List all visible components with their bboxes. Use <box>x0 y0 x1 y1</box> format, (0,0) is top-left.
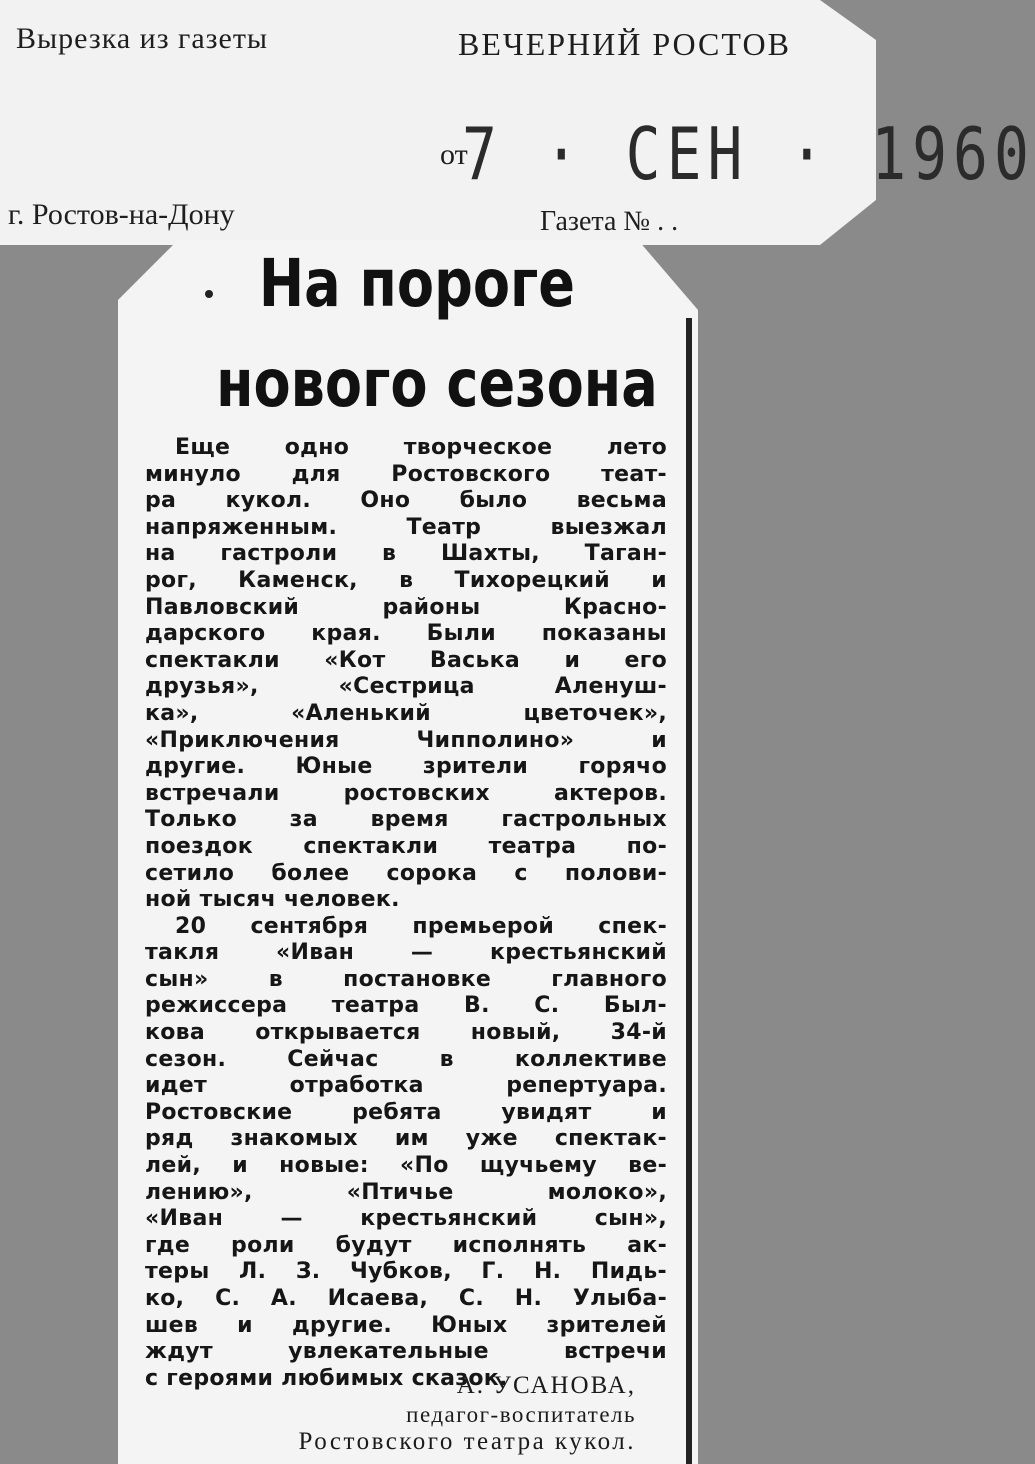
article-body-line: на гастроли в Шахты, Таган- <box>145 541 667 567</box>
article-body-line: ной тысяч человек. <box>145 887 400 913</box>
article-body-line: Еще одно творческое лето <box>175 435 667 460</box>
article-body-line: режиссера театра В. С. Был- <box>145 993 667 1019</box>
article-body <box>145 435 667 1392</box>
date-stamp: 7 · СЕН · 1960 <box>462 111 1035 197</box>
article-body-line: сын» в постановке главного <box>145 966 667 992</box>
article-body-line: друзья», «Сестрица Аленуш- <box>145 674 667 700</box>
article-body-line: поездок спектакли театра по- <box>145 833 667 859</box>
clipping-label: Вырезка из газеты <box>16 22 269 55</box>
article-body-line: «Приключения Чипполино» и <box>145 727 667 753</box>
article-body-line: такля «Иван — крестьянский <box>145 940 667 966</box>
headline-line-1: На пороге <box>258 245 575 322</box>
article-body-line: кова открывается новый, 34-й <box>145 1020 667 1046</box>
article-body-line: лению», «Птичье молоко», <box>145 1179 667 1205</box>
article-body-line: теры Л. З. Чубков, Г. Н. Пидь- <box>145 1259 667 1285</box>
article-body-line: рог, Каменск, в Тихорецкий и <box>145 567 667 593</box>
article-body-line: 20 сентября премьерой спек- <box>175 913 667 939</box>
article-body-line: шев и другие. Юных зрителей <box>145 1312 667 1338</box>
article-body-line: дарского края. Были показаны <box>145 621 667 647</box>
article-body-line: с героями любимых сказок. <box>145 1365 508 1391</box>
author-title: педагог-воспитатель <box>406 1402 636 1427</box>
author-name: А. УСАНОВА, <box>456 1372 636 1399</box>
city-label: г. Ростов-на-Дону <box>8 198 235 231</box>
article-body-line: ряд знакомых им уже спектак- <box>145 1126 667 1152</box>
newspaper-name: ВЕЧЕРНИЙ РОСТОВ <box>458 26 791 62</box>
article-body-line: другие. Юные зрители горячо <box>145 754 667 780</box>
article-body-line: спектакли «Кот Васька и его <box>145 647 667 673</box>
article-body-line: сетило более сорока с полови- <box>145 860 667 886</box>
issue-number-label: Газета № . . <box>540 206 679 237</box>
article-body-line: ка», «Аленький цветочек», <box>145 700 667 726</box>
article-body-line: Павловский районы Красно- <box>145 594 667 620</box>
article-body-line: минуло для Ростовского теат- <box>145 461 667 487</box>
article-body-line: Только за время гастрольных <box>145 807 667 833</box>
article-body-line: ра кукол. Оно было весьма <box>145 488 667 514</box>
date-from-label: от <box>440 138 468 171</box>
article-body-line: лей, и новые: «По щучьему ве- <box>145 1153 667 1179</box>
article-body-line: напряженным. Театр выезжал <box>145 514 667 540</box>
headline-line-2: нового сезона <box>216 345 658 422</box>
article-body-line: ждут увлекательные встречи <box>145 1339 667 1365</box>
article-body-line: Ростовские ребята увидят и <box>145 1099 667 1125</box>
article-body-line: «Иван — крестьянский сын», <box>145 1206 667 1232</box>
article-body-line: где роли будут исполнять ак- <box>145 1232 667 1258</box>
author-organization: Ростовского театра кукол. <box>298 1428 636 1455</box>
article-body-line: встречали ростовских актеров. <box>145 780 667 806</box>
article-body-line: сезон. Сейчас в коллективе <box>145 1046 667 1072</box>
column-rule <box>686 318 692 1464</box>
article-body-line: ко, С. А. Исаева, С. Н. Улыба- <box>145 1286 667 1311</box>
article-body-line: идет отработка репертуара. <box>145 1073 667 1099</box>
